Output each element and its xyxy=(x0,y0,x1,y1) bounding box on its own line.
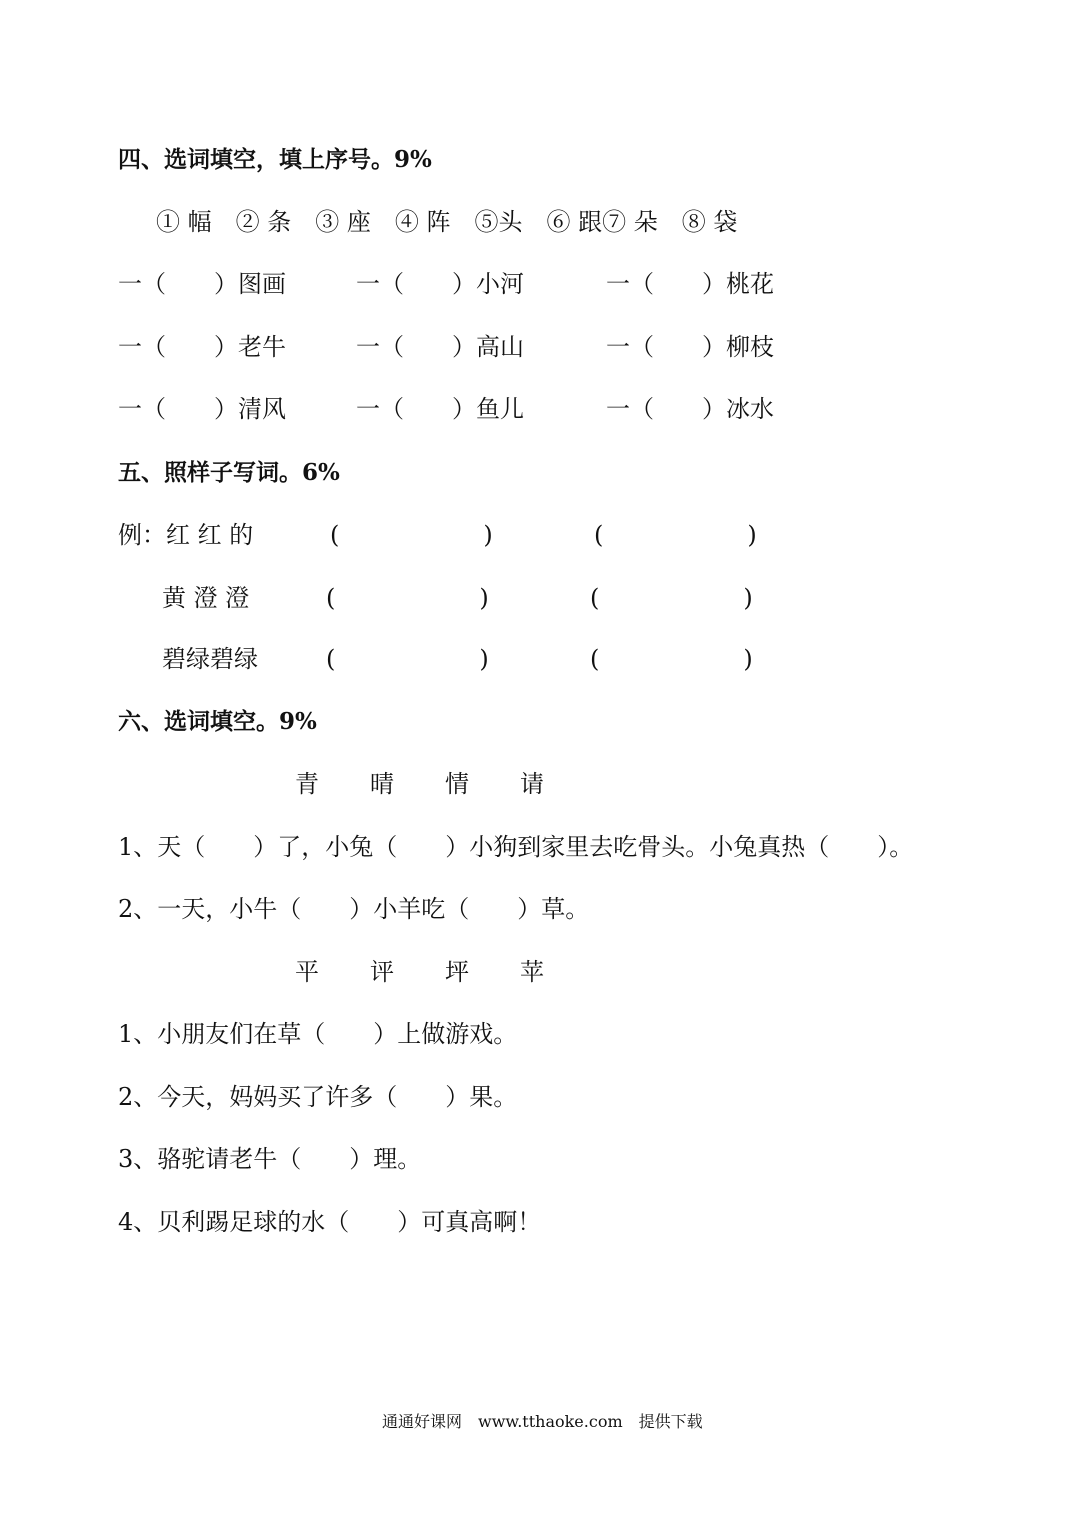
choice-word: 评 xyxy=(370,958,394,986)
answer-blank: ( ) xyxy=(326,645,489,673)
fill-item: 一（ ）柳枝 xyxy=(606,333,774,361)
sample-word: 碧绿碧绿 xyxy=(162,645,258,673)
choice-word: 苹 xyxy=(520,958,544,986)
choice-word: 青 xyxy=(295,770,319,798)
sentence-item: 2、一天，小牛（ ）小羊吃（ ）草。 xyxy=(118,895,590,923)
sentence-item: 2、今天，妈妈买了许多（ ）果。 xyxy=(118,1083,518,1111)
sentence-item: 1、小朋友们在草（ ）上做游戏。 xyxy=(118,1020,518,1048)
choice-word: 情 xyxy=(445,770,469,798)
answer-blank: ( ) xyxy=(594,521,757,549)
fill-item: 一（ ）桃花 xyxy=(606,270,774,298)
answer-blank: ( ) xyxy=(590,645,753,673)
example-word: 例：红 红 的 xyxy=(118,521,254,549)
fill-item: 一（ ）高山 xyxy=(356,333,524,361)
choice-word: 晴 xyxy=(370,770,394,798)
sample-word: 黄 澄 澄 xyxy=(162,584,250,612)
answer-blank: ( ) xyxy=(330,521,493,549)
sentence-item: 4、贝利踢足球的水（ ）可真高啊！ xyxy=(118,1208,542,1236)
fill-item: 一（ ）冰水 xyxy=(606,395,774,423)
answer-blank: ( ) xyxy=(590,584,753,612)
section-4-title: 四、选词填空，填上序号。9% xyxy=(118,146,432,173)
page-footer: 通通好课网 www.tthaoke.com 提供下载 xyxy=(382,1412,703,1431)
measure-word-options: ① 幅 ② 条 ③ 座 ④ 阵 ⑤头 ⑥ 跟⑦ 朵 ⑧ 袋 xyxy=(156,208,738,236)
section-6-title: 六、选词填空。9% xyxy=(118,708,317,735)
answer-blank: ( ) xyxy=(326,584,489,612)
fill-item: 一（ ）清风 xyxy=(118,395,286,423)
section-5-title: 五、照样子写词。6% xyxy=(118,459,340,486)
fill-item: 一（ ）小河 xyxy=(356,270,524,298)
choice-word: 平 xyxy=(295,958,319,986)
fill-item: 一（ ）老牛 xyxy=(118,333,286,361)
choice-word: 坪 xyxy=(445,958,469,986)
sentence-item: 3、骆驼请老牛（ ）理。 xyxy=(118,1145,422,1173)
sentence-item: 1、天（ ）了，小兔（ ）小狗到家里去吃骨头。小兔真热（ ）。 xyxy=(118,833,914,861)
choice-word: 请 xyxy=(520,770,544,798)
fill-item: 一（ ）鱼儿 xyxy=(356,395,524,423)
fill-item: 一（ ）图画 xyxy=(118,270,286,298)
